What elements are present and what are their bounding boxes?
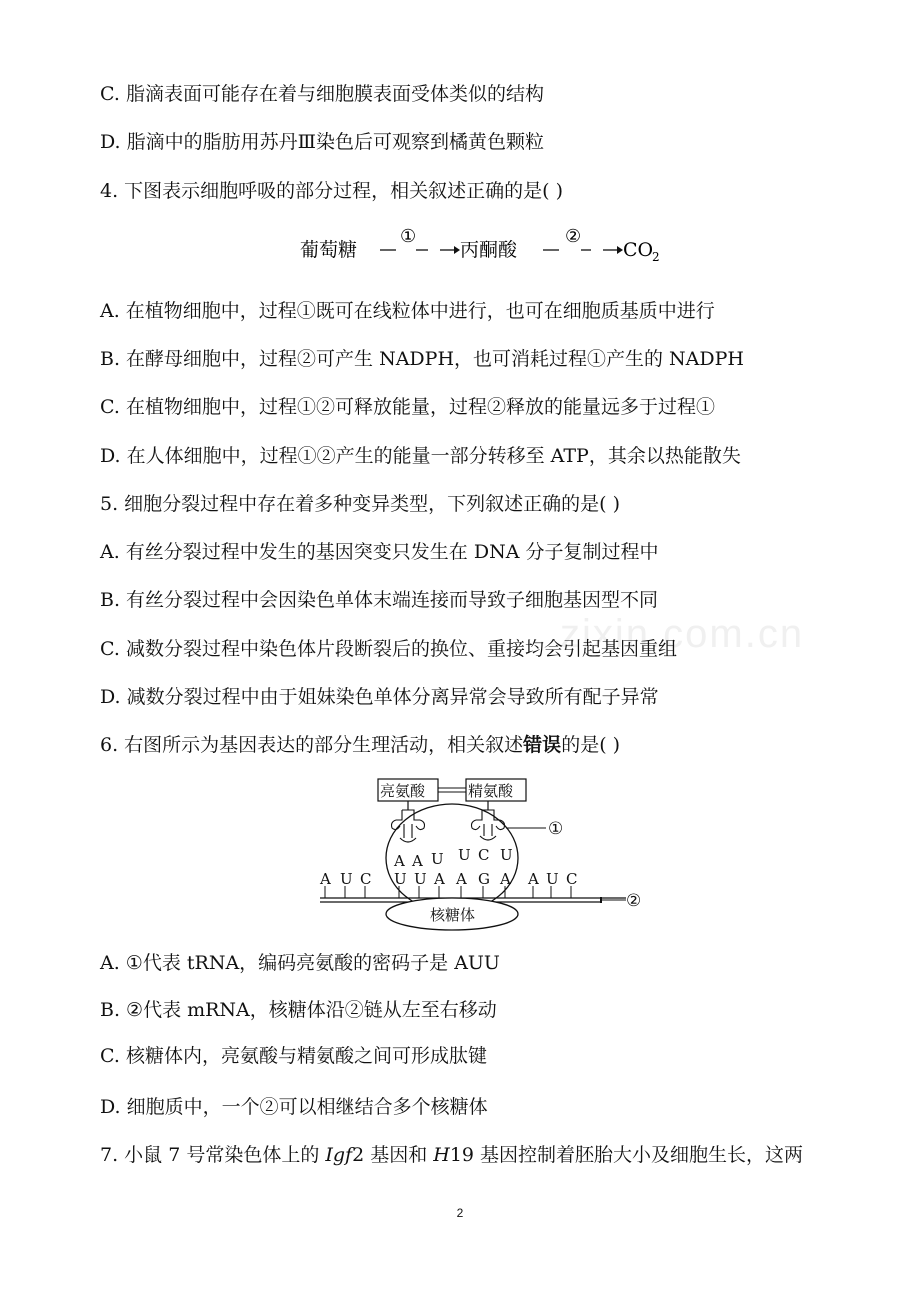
q6-stem-emphasis: 错误	[523, 734, 562, 756]
anticodon-right-1: U	[458, 846, 471, 864]
formula-glucose: 葡萄糖	[300, 239, 358, 261]
q6-stem-tail: 的是( )	[561, 734, 621, 756]
gene-expression-figure	[316, 776, 656, 936]
anticodon-left-3: U	[431, 850, 444, 868]
formula-step1: ①	[400, 226, 417, 247]
formula-pyruvate: 丙酮酸	[460, 239, 518, 261]
q7-text-1: 7. 小鼠 7 号常染色体上的	[100, 1144, 326, 1166]
q5-stem: 5. 细胞分裂过程中存在着多种变异类型，下列叙述正确的是( )	[100, 493, 621, 515]
q5-option-b: B. 有丝分裂过程中会因染色单体末端连接而导致子细胞基因型不同	[100, 589, 659, 611]
q7-text-2: 2 基因和	[352, 1144, 434, 1166]
formula-step2: ②	[565, 226, 582, 247]
q6-option-d: D. 细胞质中，一个②可以相继结合多个核糖体	[100, 1096, 488, 1118]
anticodon-left-1: A	[394, 852, 405, 870]
mrna-base: A	[528, 870, 539, 888]
watermark: zixin.com.cn	[560, 612, 805, 656]
q7-text-3: 19 基因控制着胚胎大小及细胞生长，这两	[449, 1144, 804, 1166]
anticodon-left-2: A	[412, 852, 423, 870]
amino-acid-arginine: 精氨酸	[468, 782, 514, 800]
q4-option-d: D. 在人体细胞中，过程①②产生的能量一部分转移至 ATP，其余以热能散失	[100, 445, 741, 467]
mrna-base: U	[394, 870, 407, 888]
label-mrna: ②	[626, 891, 642, 911]
page-number: 2	[456, 1206, 464, 1220]
mrna-base: C	[360, 870, 372, 888]
mrna-base: U	[546, 870, 559, 888]
q3-option-c: C. 脂滴表面可能存在着与细胞膜表面受体类似的结构	[100, 83, 544, 105]
formula-co2-sub: 2	[652, 250, 660, 264]
q7-stem	[100, 1142, 803, 1168]
q6-stem-text: 6. 右图所示为基因表达的部分生理活动，相关叙述	[100, 734, 524, 756]
mrna-base: A	[320, 870, 331, 888]
formula-co2: CO	[623, 239, 654, 261]
mrna-base: U	[414, 870, 427, 888]
mrna-base: A	[456, 870, 467, 888]
amino-acid-leucine: 亮氨酸	[380, 782, 426, 800]
q5-option-c: C. 减数分裂过程中染色体片段断裂后的换位、重接均会引起基因重组	[100, 638, 677, 660]
q4-option-a: A. 在植物细胞中，过程①既可在线粒体中进行，也可在细胞质基质中进行	[100, 300, 715, 322]
mrna-base: U	[340, 870, 353, 888]
q7-gene-igf: Igf	[325, 1144, 353, 1166]
q4-option-b: B. 在酵母细胞中，过程②可产生 NADPH，也可消耗过程①产生的 NADPH	[100, 348, 744, 370]
q4-option-c: C. 在植物细胞中，过程①②可释放能量，过程②释放的能量远多于过程①	[100, 396, 715, 418]
q6-option-a: A. ①代表 tRNA，编码亮氨酸的密码子是 AUU	[100, 952, 500, 974]
q7-gene-h: H	[433, 1144, 450, 1166]
anticodon-right-2: C	[478, 846, 490, 864]
respiration-formula	[300, 226, 700, 266]
mrna-base: C	[566, 870, 578, 888]
q5-option-d: D. 减数分裂过程中由于姐妹染色单体分离异常会导致所有配子异常	[100, 686, 659, 708]
ribosome-label: 核糖体	[430, 906, 476, 924]
q6-option-c: C. 核糖体内，亮氨酸与精氨酸之间可形成肽键	[100, 1045, 487, 1067]
mrna-base: A	[434, 870, 445, 888]
mrna-base: G	[478, 870, 490, 888]
q6-option-b: B. ②代表 mRNA，核糖体沿②链从左至右移动	[100, 999, 497, 1021]
q6-stem	[100, 732, 620, 758]
label-trna: ①	[548, 819, 564, 839]
anticodon-right-3: U	[500, 846, 513, 864]
q3-option-d: D. 脂滴中的脂肪用苏丹Ⅲ染色后可观察到橘黄色颗粒	[100, 131, 544, 153]
mrna-base: A	[500, 870, 511, 888]
q4-stem: 4. 下图表示细胞呼吸的部分过程，相关叙述正确的是( )	[100, 180, 564, 202]
q5-option-a: A. 有丝分裂过程中发生的基因突变只发生在 DNA 分子复制过程中	[100, 541, 659, 563]
